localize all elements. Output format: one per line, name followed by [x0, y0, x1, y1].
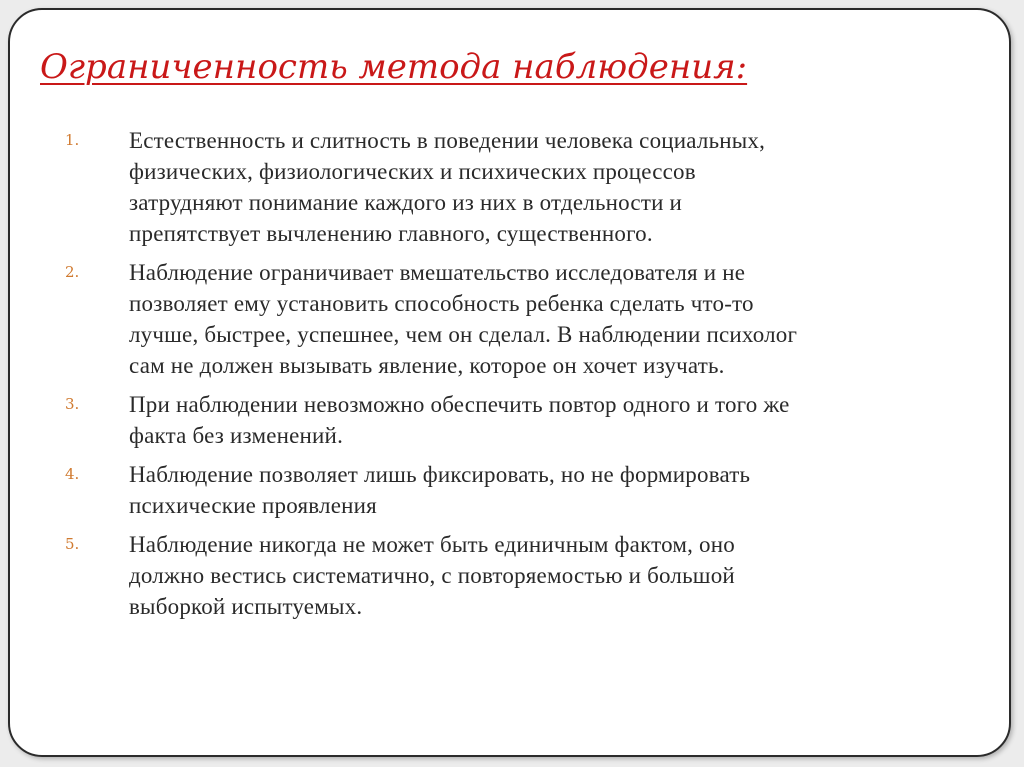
item-text-line: позволяет ему установить способность ребенка сделать что-то: [129, 291, 754, 316]
item-text-line: факта без изменений.: [129, 423, 344, 448]
list-item-3: [65, 389, 965, 451]
item-text-line: Наблюдение ограничивает вмешательство исследователя и не: [129, 260, 746, 285]
item-text-line: При наблюдении невозможно обеспечить повтор одного и того же: [129, 392, 790, 417]
item-text-line: Наблюдение позволяет лишь фиксировать, но не формировать: [129, 462, 751, 487]
item-text-line: физических, физиологических и психических процессов: [129, 159, 696, 184]
item-text-line: лучше, быстрее, успешнее, чем он сделал. В наблюдении психолог: [129, 322, 798, 347]
slide: [8, 8, 1011, 757]
item-number: 1.: [65, 131, 80, 149]
item-text-line: затрудняют понимание каждого из них в отдельности и: [129, 190, 683, 215]
list-item-1: [65, 125, 965, 249]
limitations-list: [65, 125, 965, 630]
list-item-5: [65, 529, 965, 622]
item-text-line: выборкой испытуемых.: [129, 594, 363, 619]
item-number: 3.: [65, 395, 80, 413]
item-number: 4.: [65, 465, 80, 483]
item-number: 2.: [65, 263, 80, 281]
item-text-line: Естественность и слитность в поведении человека социальных,: [129, 128, 766, 153]
item-text-line: должно вестись систематично, с повторяемостью и большой: [129, 563, 735, 588]
item-text-line: сам не должен вызывать явление, которое он хочет изучать.: [129, 353, 725, 378]
item-text-line: психические проявления: [129, 493, 377, 518]
list-item-4: [65, 459, 965, 521]
list-item-2: [65, 257, 965, 381]
item-text-line: Наблюдение никогда не может быть единичным фактом, оно: [129, 532, 735, 557]
item-number: 5.: [65, 535, 80, 553]
item-text-line: препятствует вычленению главного, существенного.: [129, 221, 653, 246]
slide-title: Ограниченность метода наблюдения:: [40, 47, 748, 87]
